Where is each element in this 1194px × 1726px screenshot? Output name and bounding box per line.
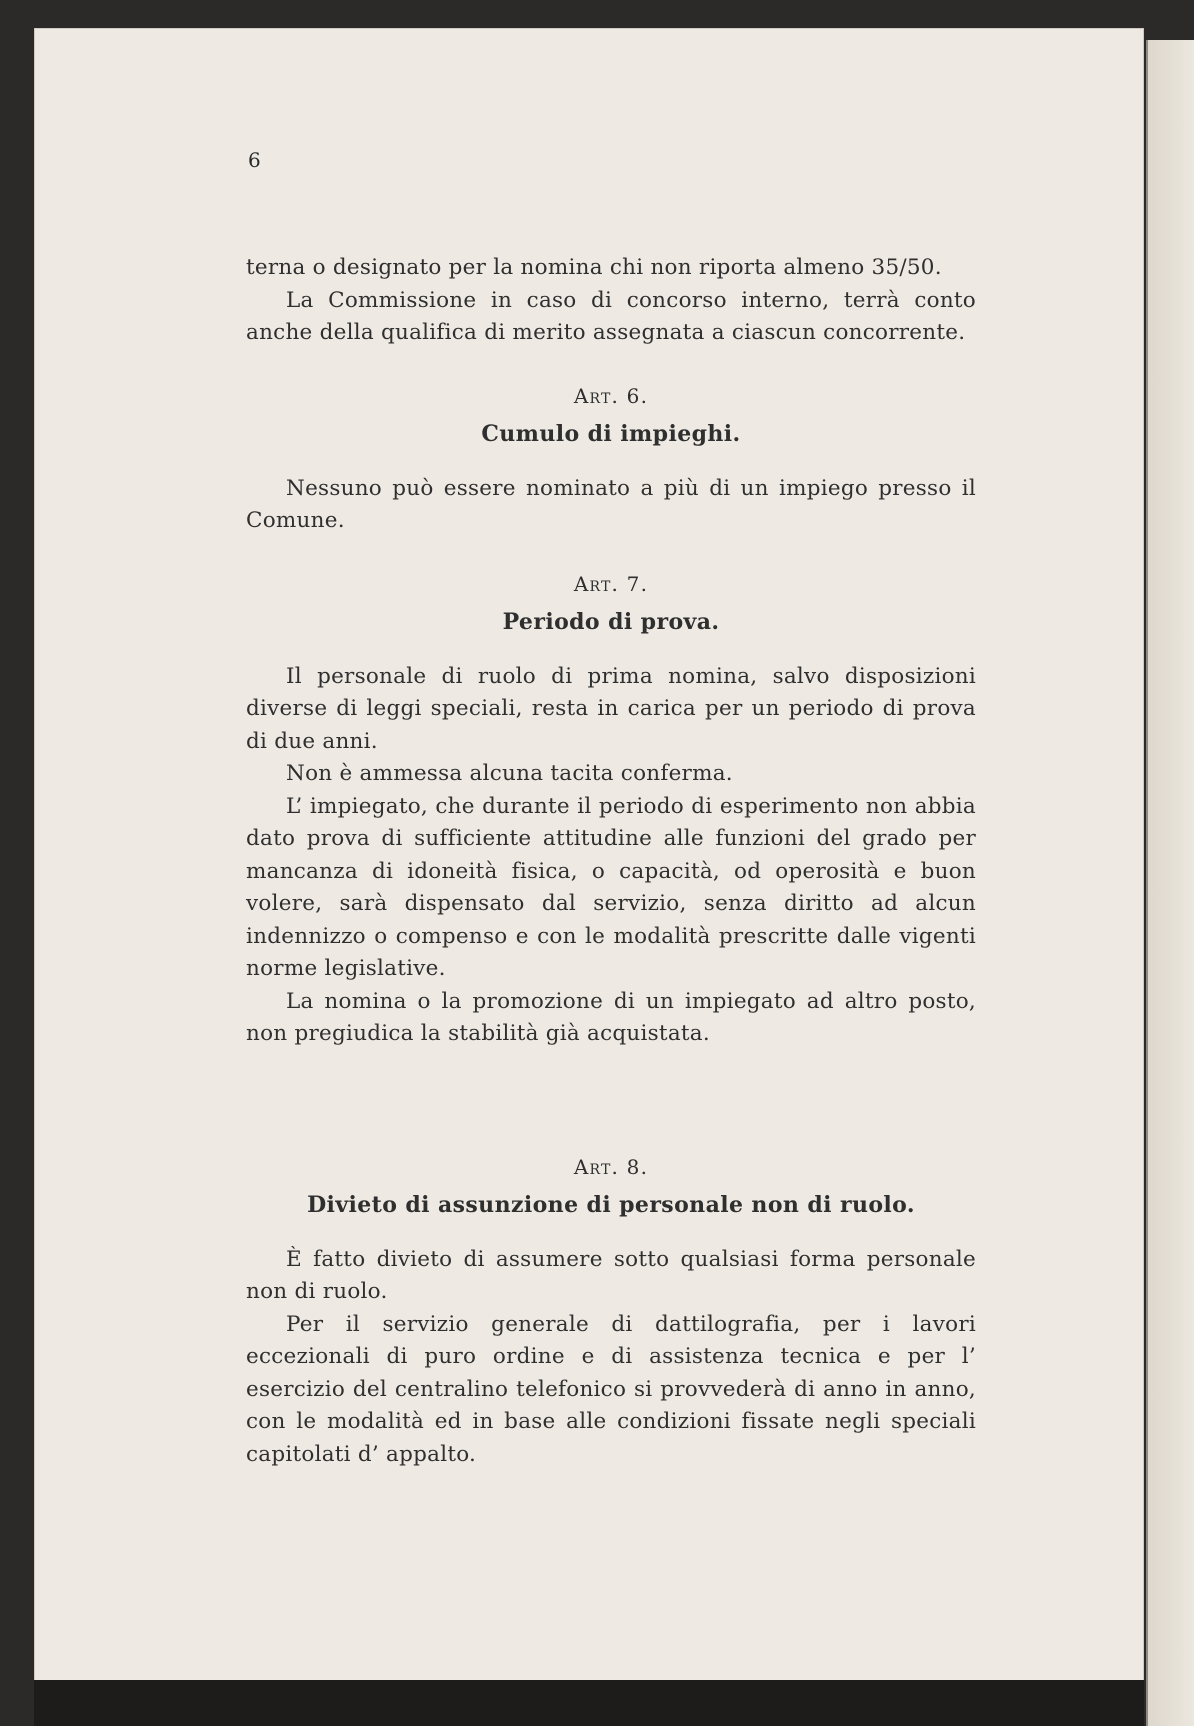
paragraph: L’ impiegato, che durante il periodo di esperimento non abbia dato prova di sufficiente attitudine alle funzioni del grado per mancanza di idoneità fisica, o capacità, od operosità e buon volere, sarà dispensato dal servizio, senza diritto ad alcun indennizzo o compenso e con le modalità prescritte dalle vigenti norme legislative. [246, 793, 976, 981]
scan-border [34, 1680, 1144, 1726]
page-edge [1146, 40, 1194, 1726]
paragraph: Il personale di ruolo di prima nomina, salvo disposizioni diverse di leggi speciali, resta in carica per un periodo di prova di due anni. [246, 663, 976, 754]
paragraph: La nomina o la promozione di un impiegato ad altro posto, non pregiudica la stabilità già acquistata. [246, 988, 976, 1046]
paragraph: Non è ammessa alcuna tacita conferma. [286, 761, 733, 786]
paragraph: La Commissione in caso di concorso interno, terrà conto anche della qualifica di merito assegnata a ciascun concorrente. [246, 287, 976, 345]
article-number: 6. [626, 383, 649, 408]
page-number: 6 [248, 148, 261, 172]
paragraph: È fatto divieto di assumere sotto qualsiasi forma personale non di ruolo. [246, 1246, 976, 1304]
article-title-7: Periodo di prova. [502, 609, 720, 635]
article-number: 8. [626, 1154, 649, 1179]
article-heading-7 [246, 568, 976, 601]
article-label: Art. [573, 571, 620, 596]
article-label: Art. [573, 1154, 620, 1179]
body-text [246, 252, 976, 1471]
article-label: Art. [573, 383, 620, 408]
article-title-6: Cumulo di impieghi. [481, 421, 741, 447]
article-heading-8 [246, 1151, 976, 1184]
article-number: 7. [626, 571, 649, 596]
paragraph: terna o designato per la nomina chi non riporta almeno 35/50. [246, 255, 942, 280]
spacer [246, 1051, 976, 1121]
article-heading-6 [246, 380, 976, 413]
paragraph: Per il servizio generale di dattilografia, per i lavori eccezionali di puro ordine e di assistenza tecnica e per l’ esercizio del centralino telefonico si provvederà di anno in anno, con le modalità ed in base alle condizioni fissate negli speciali capitolati d’ appalto. [246, 1311, 976, 1467]
article-title-8: Divieto di assunzione di personale non di ruolo. [307, 1192, 915, 1218]
paragraph: Nessuno può essere nominato a più di un impiego presso il Comune. [246, 475, 976, 533]
